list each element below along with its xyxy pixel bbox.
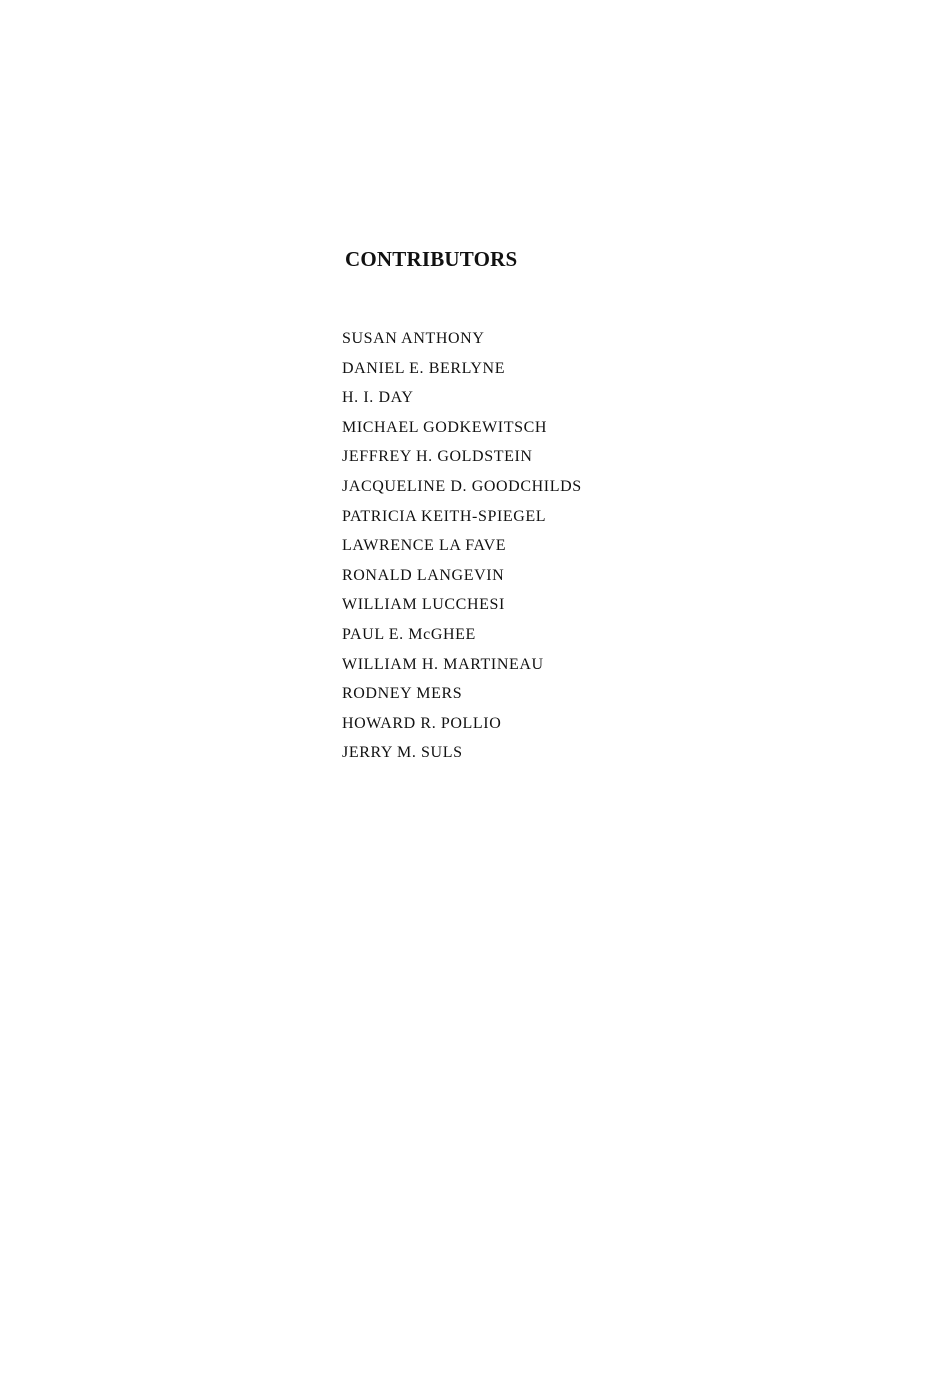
contributor-name: RODNEY MERS [342, 685, 463, 703]
contributor-name: PATRICIA KEITH-SPIEGEL [342, 507, 547, 525]
contributor-name: H. I. DAY [342, 389, 414, 407]
contributor-name: WILLIAM LUCCHESI [342, 596, 505, 614]
contributor-name: DANIEL E. BERLYNE [342, 359, 506, 377]
contributor-name: SUSAN ANTHONY [342, 330, 485, 347]
contributor-name: JACQUELINE D. GOODCHILDS [342, 477, 582, 495]
contributor-list [342, 324, 582, 768]
contributor-name: LAWRENCE LA FAVE [342, 537, 507, 555]
contributor-name: JEFFREY H. GOLDSTEIN [342, 448, 533, 466]
contributor-name: MICHAEL GODKEWITSCH [342, 418, 548, 436]
contributor-name: JERRY M. SULS [342, 744, 463, 762]
contributor-name: HOWARD R. POLLIO [342, 714, 502, 732]
contributor-name: RONALD LANGEVIN [342, 566, 505, 584]
contributor-name: WILLIAM H. MARTINEAU [342, 655, 544, 673]
contributor-name: PAUL E. McGHEE [342, 625, 476, 643]
page-heading: CONTRIBUTORS [345, 247, 518, 271]
